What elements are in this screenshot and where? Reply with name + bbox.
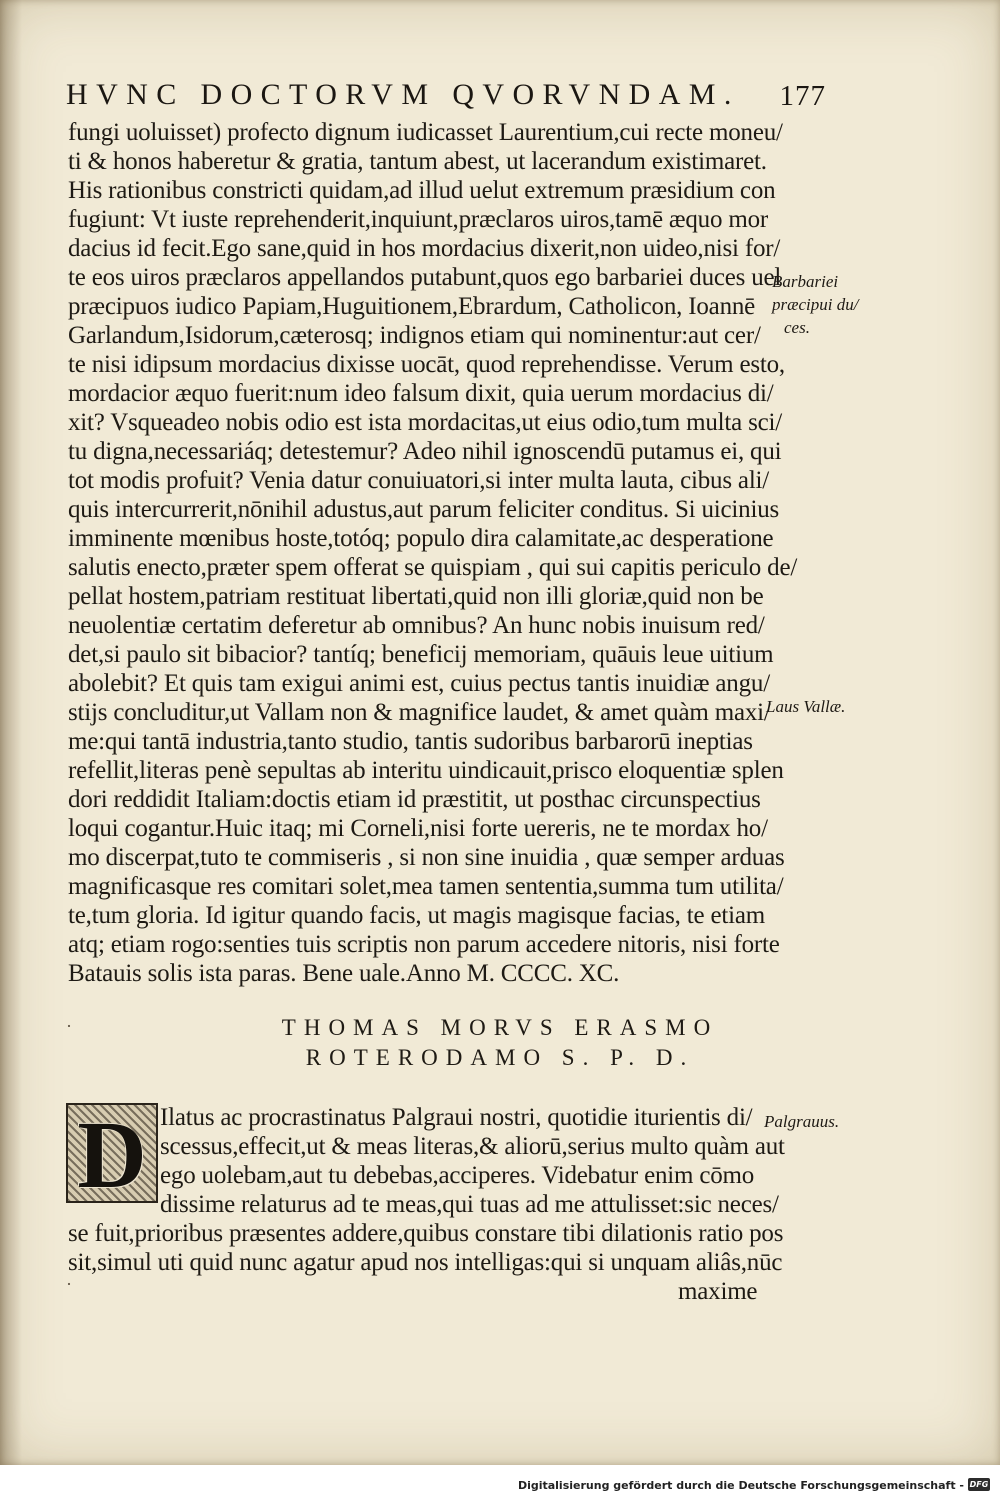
letter-line: se fuit,prioribus præsentes addere,quibus constare tibi dilationis ratio pos [68,1220,784,1247]
text-line: pellat hostem,patriam restituat libertati,quid non illi gloriæ,quid non be [68,583,764,610]
letter-line: dissime relaturus ad te meas,qui tuas ad me attulisset:sic neces/ [160,1191,779,1218]
ornament-dot: · [66,1016,72,1036]
letter-line: scessus,effecit,ut & meas literas,& aliorū,serius multo quàm aut [160,1133,785,1160]
text-line: tu digna,necessariáq; detestemur? Adeo nihil ignoscendū putamus ei, qui [68,438,782,465]
text-line: dori reddidit Italiam:doctis etiam id præstitit, ut posthac circunspectius [68,786,761,813]
letter-line: sit,simul uti quid nunc agatur apud nos intelligas:qui si unquam aliâs,nūc [68,1249,783,1276]
margin-note-laus-vallae: Laus Vallæ. [766,697,846,716]
text-line: mordacior æquo fuerit:num ideo falsum dixit, quia uerum mordacius di/ [68,380,774,407]
text-line: salutis enecto,præter spem offerat se quispiam , qui sui capitis periculo de/ [68,554,798,581]
margin-note-barbariei: Barbariei [772,272,839,291]
dfg-logo-icon: DFG [969,1480,989,1489]
text-line: refellit,literas penè sepultas ab interitu uindicauit,prisco eloquentiæ splen [68,757,784,784]
text-line: xit? Vsqueadeo nobis odio est ista mordacitas,ut eius odio,tum multa sci/ [68,409,783,436]
text-line: quis intercurrerit,nōnihil adustus,aut parum feliciter conditus. Si uicinius [68,496,780,523]
decorated-initial [66,1101,158,1208]
text-line: fungi uoluisset) profecto dignum iudicasset Laurentium,cui recte moneu/ [68,119,783,146]
text-line: det,si paulo sit bibacior? tantíq; beneficij memoriam, quāuis leue uitium [68,641,774,668]
text-line: Batauis solis ista paras. Bene uale.Anno M. CCCC. XC. [68,960,620,987]
text-line: stijs concluditur,ut Vallam non & magnifice laudet, & amet quàm maxi/ [68,699,771,726]
funding-notice: Digitalisierung gefördert durch die Deutsche Forschungsgemeinschaft - [517,1479,964,1492]
digitization-footer [0,1465,1000,1503]
text-line: præcipuos iudico Papiam,Huguitionem,Ebrardum, Catholicon, Ioannē [68,293,756,320]
text-line: mo discerpat,tuto te commiseris , si non sine inuidia , quæ semper arduas [68,844,785,871]
text-line: Garlandum,Isidorum,cæterosq; indignos etiam qui nominentur:aut cer/ [68,322,761,349]
initial-letter: D [77,1101,147,1208]
page-header [66,78,826,118]
text-line: te eos uiros præclaros appellandos putabunt,quos ego barbariei duces uel [68,264,782,291]
text-line: me:qui tantā industria,tanto studio, tantis sudoribus barbarorū ineptias [68,728,753,755]
ornament-dot: · [66,1274,72,1294]
letter-line: ego uolebam,aut tu debebas,acciperes. Videbatur enim cōmo [160,1162,755,1189]
text-line: abolebit? Et quis tam exigui animi est, cuius pectus tantis inuidiæ angu/ [68,670,770,697]
text-line: dacius id fecit.Ego sane,quid in hos mordacius dixerit,non uideo,nisi for/ [68,235,781,262]
text-line: imminente mœnibus hoste,totóq; populo dira calamitate,ac desperatione [68,525,774,552]
margin-note-barbariei-2: præcipui du/ [772,295,859,314]
text-line: te nisi idipsum mordacius dixisse uocāt, quod reprehendisse. Verum esto, [68,351,785,378]
letter-heading-line-2: ROTERODAMO S. P. D. [305,1045,695,1070]
running-head: HVNC DOCTORVM QVORVNDAM. [66,78,740,111]
letter-line: Ilatus ac procrastinatus Palgraui nostri, quotidie iturientis di/ [160,1104,753,1131]
margin-note-barbariei-3: ces. [784,318,810,337]
margin-note-palgrauus: Palgrauus. [764,1112,840,1131]
page-number: 177 [779,80,826,112]
text-line: magnificasque res comitari solet,mea tamen sententia,summa tum utilita/ [68,873,784,900]
text-line: te,tum gloria. Id igitur quando facis, ut magis magisque facias, te etiam [68,902,766,929]
text-line: ti & honos haberetur & gratia, tantum abest, ut lacerandum existimaret. [68,148,767,175]
text-line: His rationibus constricti quidam,ad illud uelut extremum præsidium con [68,177,776,204]
text-line: atq; etiam rogo:senties tuis scriptis non parum accedere nitoris, nisi forte [68,931,780,958]
text-line: tot modis profuit? Venia datur conuiuatori,si inter multa lauta, cibus ali/ [68,467,770,494]
text-line: loqui cogantur.Huic itaq; mi Corneli,nisi forte uereris, ne te mordax ho/ [68,815,768,842]
letter-heading-line-1: THOMAS MORVS ERASMO [281,1015,719,1040]
text-line: neuolentiæ certatim deferetur ab omnibus? An hunc nobis inuisum red/ [68,612,765,639]
catchword: maxime [678,1278,758,1305]
text-line: fugiunt: Vt iuste reprehenderit,inquiunt,præclaros uiros,tamē æquo mor [68,206,768,233]
